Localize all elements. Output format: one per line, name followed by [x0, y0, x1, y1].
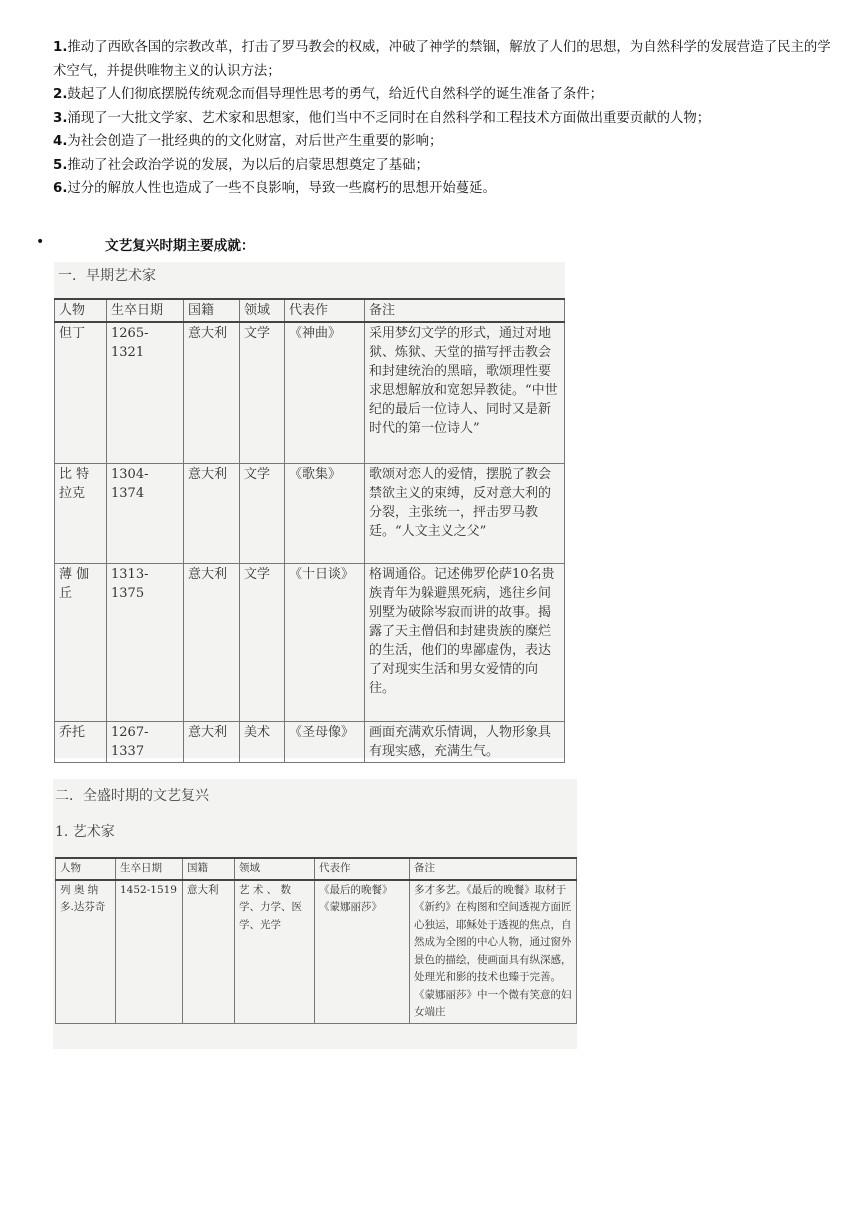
column-header: 领域 — [240, 299, 285, 322]
section-heading: 文艺复兴时期主要成就： — [105, 238, 255, 254]
early-artists-table — [54, 298, 565, 763]
table-cell: 意大利 — [184, 563, 240, 721]
table-cell: 歌颂对恋人的爱情，摆脱了教会禁欲主义的束缚，反对意大利的分裂，主张统一，抨击罗马教廷。“人文主义之父” — [365, 463, 565, 563]
column-header: 生卒日期 — [116, 858, 183, 880]
peak-artists-table — [55, 857, 577, 1024]
table-cell: 多才多艺。《最后的晚餐》取材于《新约》在构图和空间透视方面匠心独运，耶稣处于透视的焦点，自然成为全图的中心人物，通过窗外景色的描绘，使画面具有纵深感，处理光和影的技术也臻于完善。《蒙娜丽莎》中一个微有笑意的妇女端庄 — [410, 880, 577, 1024]
item-number: 5. — [53, 157, 68, 173]
early-artists-image — [54, 262, 565, 758]
item-number: 6. — [53, 181, 68, 196]
column-header: 备注 — [365, 299, 565, 322]
table-cell: 文学 — [240, 322, 285, 463]
peak-artists-image — [53, 779, 577, 1049]
bullet-point: • — [36, 234, 45, 250]
table-row — [56, 880, 577, 1024]
column-header: 生卒日期 — [107, 299, 184, 322]
table-cell: 格调通俗。记述佛罗伦萨10名贵族青年为躲避黑死病，逃往乡间别墅为破除岑寂而讲的故事。揭露了天主僧侣和封建贵族的糜烂的生活，他们的卑鄙虚伪，表达了对现实生活和男女爱情的向往。 — [365, 563, 565, 721]
item-text: 鼓起了人们彻底摆脱传统观念而倡导理性思考的勇气，给近代自然科学的诞生准备了条件； — [67, 87, 604, 102]
peak-artists-subtitle: 1. 艺术家 — [55, 824, 115, 840]
table-cell: 薄 伽 丘 — [55, 563, 107, 721]
item-number: 4. — [53, 134, 68, 149]
table-cell: 1313-1375 — [107, 563, 184, 721]
table-cell: 意大利 — [184, 322, 240, 463]
table-cell: 文学 — [240, 563, 285, 721]
table-cell: 《神曲》 — [285, 322, 365, 463]
table-cell: 乔托 — [55, 721, 107, 762]
impact-list — [53, 36, 843, 201]
table-cell: 1452-1519 — [116, 880, 183, 1024]
item-number: 1. — [53, 40, 68, 55]
list-item — [53, 36, 843, 83]
table-cell: 1304-1374 — [107, 463, 184, 563]
table-row — [55, 322, 565, 463]
item-number: 3. — [53, 110, 68, 126]
column-header: 人物 — [55, 299, 107, 322]
column-header: 国籍 — [183, 858, 235, 880]
column-header: 备注 — [410, 858, 577, 880]
list-item — [53, 130, 843, 154]
column-header: 领域 — [235, 858, 315, 880]
table-cell: 1267-1337 — [107, 721, 184, 762]
table-cell: 采用梦幻文学的形式，通过对地狱、炼狱、天堂的描写抨击教会和封建统治的黑暗，歌颂理性要求思想解放和宽恕异教徒。“中世纪的最后一位诗人、同时又是新时代的第一位诗人” — [365, 322, 565, 463]
item-text: 过分的解放人性也造成了一些不良影响，导致一些腐朽的思想开始蔓延。 — [67, 181, 496, 196]
list-item — [53, 154, 843, 178]
table-header-row — [56, 858, 577, 880]
table-cell: 《十日谈》 — [285, 563, 365, 721]
item-text: 涌现了一大批文学家、艺术家和思想家，他们当中不乏同时在自然科学和工程技术方面做出重要贡献的人物； — [67, 110, 711, 126]
table-row — [55, 563, 565, 721]
early-artists-title: 一．早期艺术家 — [58, 268, 156, 284]
table-cell: 美术 — [240, 721, 285, 762]
list-item — [53, 107, 843, 131]
item-text: 推动了社会政治学说的发展，为以后的启蒙思想奠定了基础； — [67, 157, 429, 173]
list-item — [53, 177, 843, 201]
column-header: 国籍 — [184, 299, 240, 322]
table-cell: 列 奥 纳 多.达芬奇 — [56, 880, 116, 1024]
table-cell: 意大利 — [183, 880, 235, 1024]
column-header: 代表作 — [285, 299, 365, 322]
table-header-row — [55, 299, 565, 322]
table-cell: 文学 — [240, 463, 285, 563]
table-cell: 意大利 — [184, 463, 240, 563]
table-cell: 《圣母像》 — [285, 721, 365, 762]
table-row — [55, 721, 565, 762]
table-cell: 1265-1321 — [107, 322, 184, 463]
column-header: 代表作 — [315, 858, 410, 880]
table-row — [55, 463, 565, 563]
peak-period-title: 二．全盛时期的文艺复兴 — [55, 788, 209, 804]
table-cell: 《歌集》 — [285, 463, 365, 563]
item-number: 2. — [53, 87, 68, 102]
list-item — [53, 83, 843, 107]
table-cell: 画面充满欢乐情调，人物形象具有现实感，充满生气。 — [365, 721, 565, 762]
item-text: 推动了西欧各国的宗教改革，打击了罗马教会的权威，冲破了神学的禁锢，解放了人们的思想，为自然科学的发展营造了民主的学术空气，并提供唯物主义的认识方法； — [53, 40, 831, 79]
column-header: 人物 — [56, 858, 116, 880]
table-cell: 但丁 — [55, 322, 107, 463]
table-cell: 《最后的晚餐》《蒙娜丽莎》 — [315, 880, 410, 1024]
item-text: 为社会创造了一批经典的的文化财富，对后世产生重要的影响； — [67, 134, 443, 149]
table-cell: 意大利 — [184, 721, 240, 762]
table-cell: 艺 术 、 数学、力学、医学、光学 — [235, 880, 315, 1024]
table-cell: 比 特 拉克 — [55, 463, 107, 563]
